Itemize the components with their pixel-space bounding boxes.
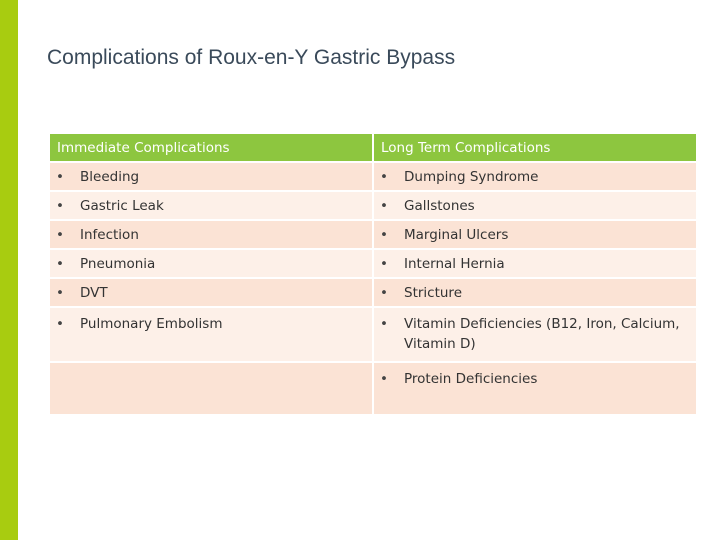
- long-term-item: Vitamin Deficiencies (B12, Iron, Calcium, Vitamin D): [404, 316, 680, 352]
- bullet: •: [380, 284, 388, 301]
- header-immediate: Immediate Complications: [49, 133, 373, 162]
- bullet: •: [56, 168, 64, 185]
- table-row: [49, 162, 697, 191]
- bullet: •: [380, 255, 388, 272]
- immediate-item: Infection: [80, 226, 139, 243]
- immediate-cell: [49, 162, 373, 191]
- bullet: •: [380, 197, 388, 214]
- immediate-item: Pulmonary Embolism: [80, 316, 223, 332]
- complications-table: [48, 132, 698, 416]
- immediate-item: Pneumonia: [80, 255, 156, 272]
- bullet: •: [380, 316, 388, 332]
- long-term-item: Gallstones: [404, 197, 475, 214]
- long-term-cell: [373, 278, 697, 307]
- accent-bar: [0, 0, 18, 540]
- long-term-item: Marginal Ulcers: [404, 226, 509, 243]
- bullet: •: [56, 197, 64, 214]
- immediate-cell: [49, 307, 373, 362]
- long-term-item: Internal Hernia: [404, 255, 505, 272]
- immediate-item: DVT: [80, 284, 108, 301]
- page-title: Complications of Roux-en-Y Gastric Bypass: [47, 46, 456, 69]
- table-row: [49, 362, 697, 415]
- immediate-cell: [49, 191, 373, 220]
- long-term-cell: [373, 307, 697, 362]
- long-term-cell: [373, 249, 697, 278]
- bullet: •: [56, 284, 64, 301]
- immediate-item: Bleeding: [80, 168, 140, 185]
- table-row: [49, 220, 697, 249]
- bullet: •: [380, 371, 388, 387]
- long-term-cell: [373, 162, 697, 191]
- table-row: [49, 307, 697, 362]
- table-row: [49, 191, 697, 220]
- immediate-item: Gastric Leak: [80, 197, 164, 214]
- long-term-item: Dumping Syndrome: [404, 168, 539, 185]
- table-row: [49, 278, 697, 307]
- long-term-item: Stricture: [404, 284, 462, 301]
- table-header-row: [49, 133, 697, 162]
- long-term-cell: [373, 191, 697, 220]
- immediate-cell-empty: [49, 362, 373, 415]
- immediate-cell: [49, 249, 373, 278]
- immediate-cell: [49, 220, 373, 249]
- bullet: •: [380, 226, 388, 243]
- bullet: •: [380, 168, 388, 185]
- long-term-cell: [373, 362, 697, 415]
- long-term-item: Protein Deficiencies: [404, 371, 538, 387]
- bullet: •: [56, 226, 64, 243]
- header-long-term: Long Term Complications: [373, 133, 697, 162]
- long-term-cell: [373, 220, 697, 249]
- immediate-cell: [49, 278, 373, 307]
- table-row: [49, 249, 697, 278]
- bullet: •: [56, 255, 64, 272]
- bullet: •: [56, 316, 64, 332]
